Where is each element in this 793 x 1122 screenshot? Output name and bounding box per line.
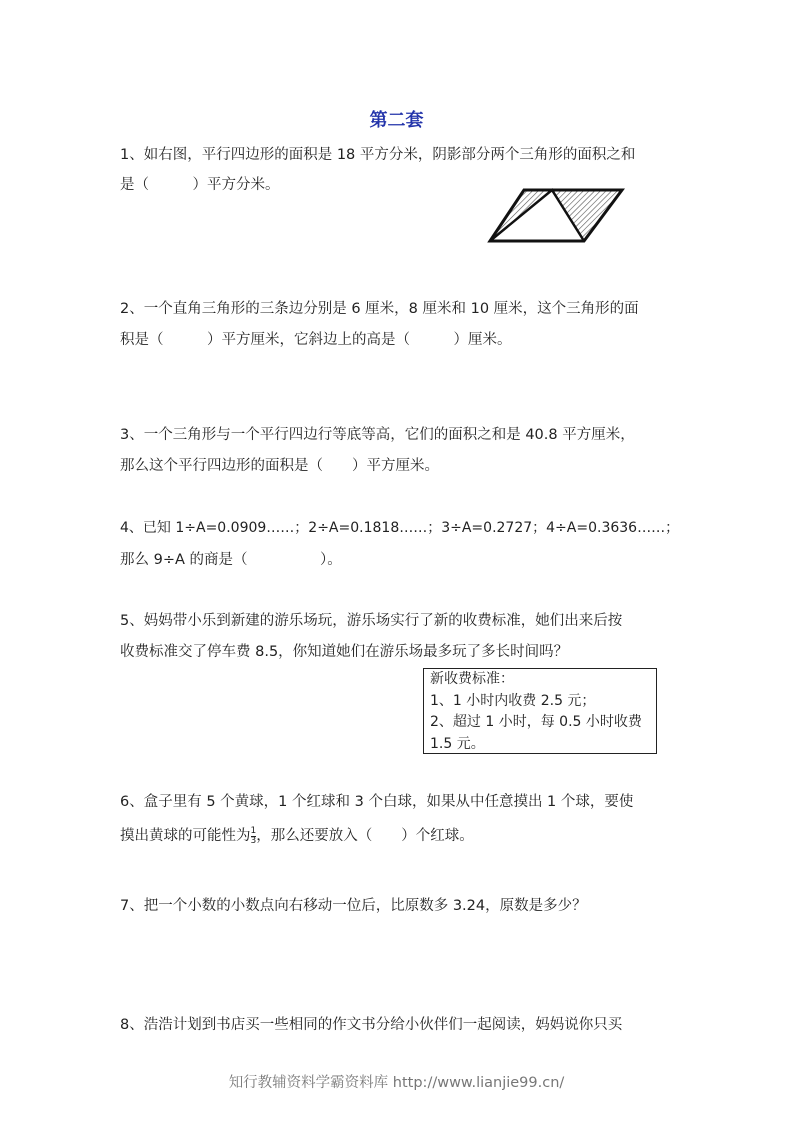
q3-line1: 3、一个三角形与一个平行四边行等底等高，它们的面积之和是 40.8 平方厘米， — [120, 427, 635, 443]
q4-line2: 那么 9÷A 的商是（ ）。 — [120, 552, 342, 568]
box-line: 2、超过 1 小时，每 0.5 小时收费 — [430, 714, 642, 730]
q6-text-b: ，那么还要放入（ ）个红球。 — [256, 828, 474, 844]
footer-watermark: 知行教辅资料学霸资料库 http://www.lianjie99.cn/ — [228, 1075, 565, 1091]
q6-text-a: 摸出黄球的可能性为 — [120, 828, 251, 844]
q2-line2: 积是（ ）平方厘米，它斜边上的高是（ ）厘米。 — [120, 332, 512, 348]
numerator: 1 — [250, 825, 257, 836]
q7-line1: 7、把一个小数的小数点向右移动一位后，比原数多 3.24，原数是多少？ — [120, 898, 587, 914]
q1-line2: 是（ ）平方分米。 — [120, 177, 280, 193]
q2-line1: 2、一个直角三角形的三条边分别是 6 厘米，8 厘米和 10 厘米，这个三角形的面 — [120, 301, 639, 317]
q6-line2 — [120, 826, 474, 846]
q5-line2: 收费标准交了停车费 8.5，你知道她们在游乐场最多玩了多长时间吗？ — [120, 644, 569, 660]
box-line: 新收费标准： — [430, 671, 514, 687]
q8-line1: 8、浩浩计划到书店买一些相同的作文书分给小伙伴们一起阅读，妈妈说你只买 — [120, 1017, 623, 1033]
q6-line1: 6、盒子里有 5 个黄球，1 个红球和 3 个白球，如果从中任意摸出 1 个球，要使 — [120, 794, 634, 810]
page-title: 第二套 — [369, 110, 424, 131]
fee-standard-box — [423, 668, 657, 754]
q1-line1: 1、如右图，平行四边形的面积是 18 平方分米，阴影部分两个三角形的面积之和 — [120, 147, 636, 163]
q4-line1: 4、已知 1÷A=0.0909……；2÷A=0.1818……；3÷A=0.2727；4÷A=0.3636……； — [120, 520, 680, 536]
denominator: 3 — [250, 835, 257, 846]
box-line: 1.5 元。 — [430, 735, 485, 752]
q3-line2: 那么这个平行四边形的面积是（ ）平方厘米。 — [120, 458, 439, 474]
shaded-triangle-right — [552, 190, 622, 241]
box-line: 1、1 小时内收费 2.5 元； — [430, 692, 596, 709]
parallelogram-figure — [486, 186, 626, 244]
q5-line1: 5、妈妈带小乐到新建的游乐场玩，游乐场实行了新的收费标准，她们出来后按 — [120, 613, 623, 629]
